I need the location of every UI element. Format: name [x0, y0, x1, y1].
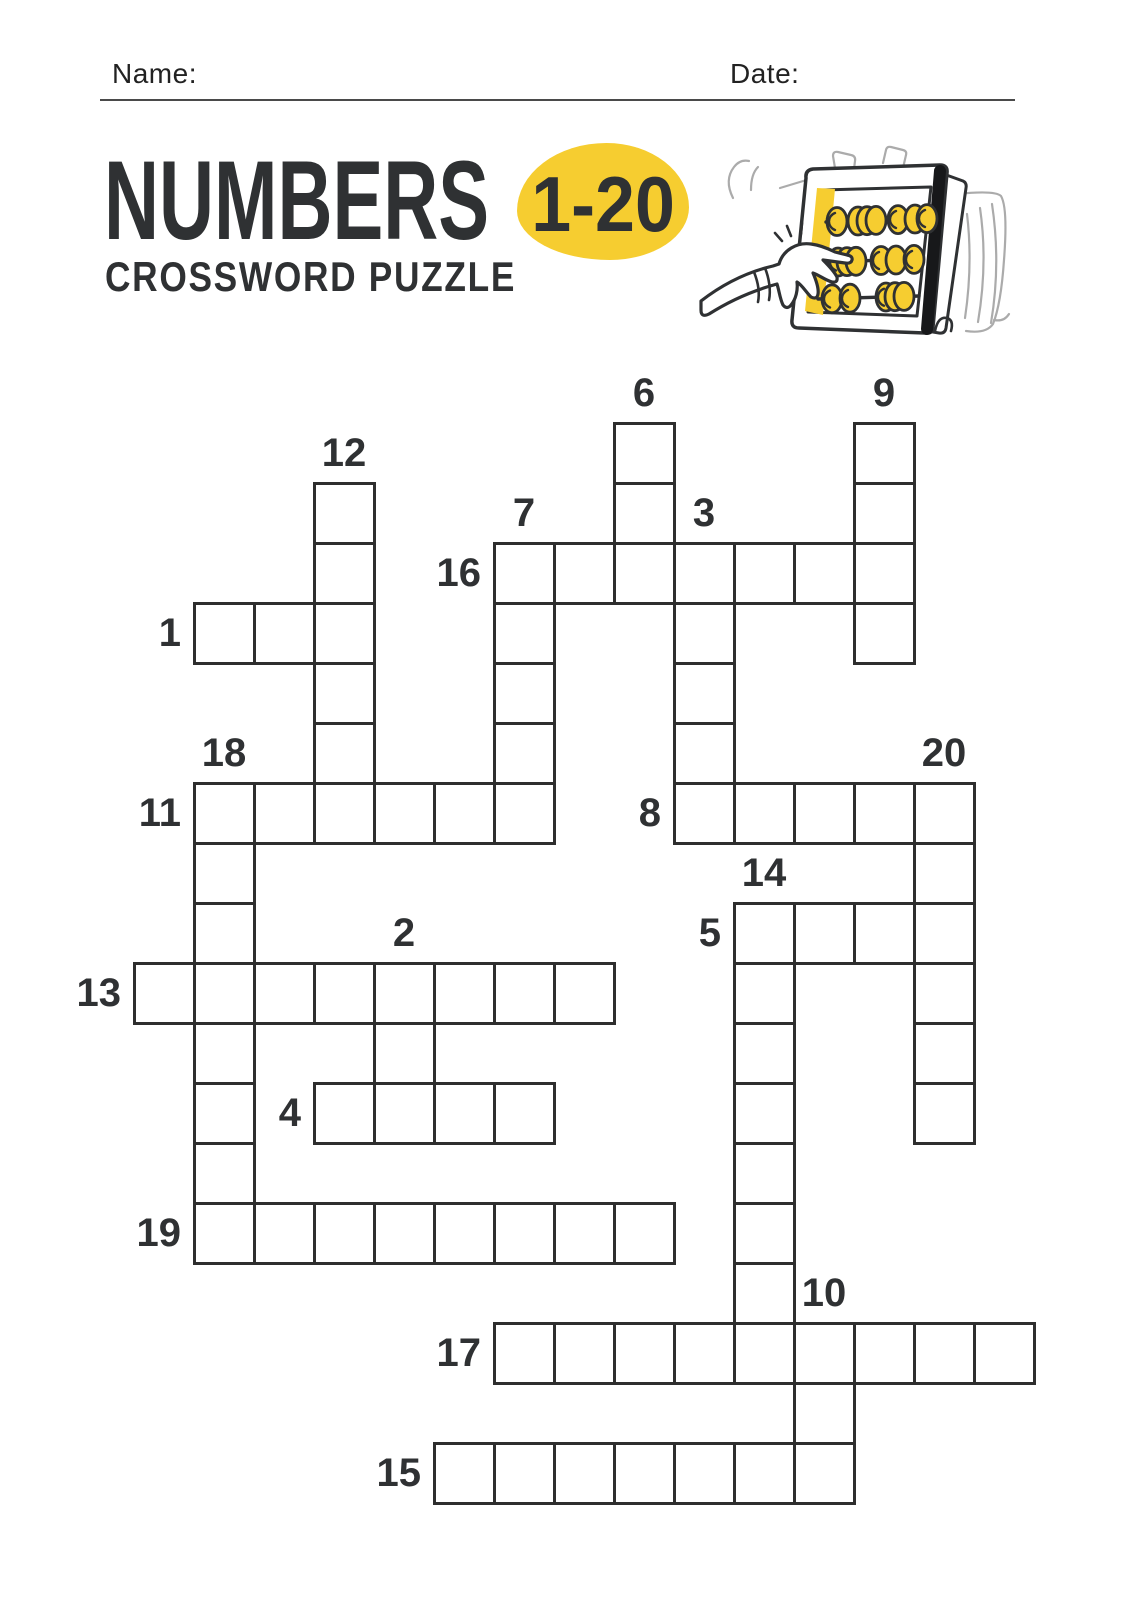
crossword-cell[interactable] [493, 542, 556, 605]
crossword-cell[interactable] [193, 902, 256, 965]
crossword-cell[interactable] [853, 542, 916, 605]
crossword-cell[interactable] [613, 1442, 676, 1505]
crossword-cell[interactable] [373, 962, 436, 1025]
clue-number-6: 6 [632, 371, 656, 415]
crossword-cell[interactable] [733, 902, 796, 965]
crossword-cell[interactable] [253, 1202, 316, 1265]
crossword-cell[interactable] [313, 542, 376, 605]
clue-number-12: 12 [321, 431, 367, 475]
crossword-cell[interactable] [733, 1142, 796, 1205]
crossword-cell[interactable] [553, 1322, 616, 1385]
crossword-cell[interactable] [493, 1082, 556, 1145]
crossword-cell[interactable] [493, 782, 556, 845]
clue-number-9: 9 [872, 371, 896, 415]
crossword-cell[interactable] [433, 782, 496, 845]
crossword-cell[interactable] [793, 1322, 856, 1385]
crossword-cell[interactable] [853, 782, 916, 845]
crossword-cell[interactable] [613, 482, 676, 545]
crossword-cell[interactable] [493, 1322, 556, 1385]
crossword-cell[interactable] [193, 962, 256, 1025]
crossword-cell[interactable] [193, 1142, 256, 1205]
crossword-cell[interactable] [793, 542, 856, 605]
clue-number-10: 10 [801, 1271, 847, 1315]
crossword-cell[interactable] [133, 962, 196, 1025]
crossword-cell[interactable] [973, 1322, 1036, 1385]
crossword-cell[interactable] [793, 1442, 856, 1505]
crossword-cell[interactable] [733, 1322, 796, 1385]
clue-number-11: 11 [138, 791, 181, 835]
crossword-cell[interactable] [793, 902, 856, 965]
crossword-cell[interactable] [733, 782, 796, 845]
crossword-cell[interactable] [733, 542, 796, 605]
clue-number-16: 16 [436, 551, 481, 595]
crossword-cell[interactable] [373, 1202, 436, 1265]
crossword-cell[interactable] [493, 1202, 556, 1265]
crossword-cell[interactable] [433, 1202, 496, 1265]
crossword-cell[interactable] [673, 722, 736, 785]
crossword-cell[interactable] [913, 1322, 976, 1385]
crossword-cell[interactable] [913, 902, 976, 965]
crossword-cell[interactable] [253, 782, 316, 845]
clue-number-2: 2 [392, 911, 416, 955]
crossword-cell[interactable] [733, 1262, 796, 1325]
crossword-cell[interactable] [613, 1322, 676, 1385]
clue-number-19: 19 [136, 1211, 181, 1255]
crossword-cell[interactable] [373, 1082, 436, 1145]
clue-number-5: 5 [698, 911, 721, 955]
crossword-cell[interactable] [673, 782, 736, 845]
crossword-cell[interactable] [373, 1022, 436, 1085]
crossword-cell[interactable] [613, 542, 676, 605]
crossword-cell[interactable] [193, 1202, 256, 1265]
clue-number-20: 20 [921, 731, 967, 775]
crossword-cell[interactable] [673, 1322, 736, 1385]
crossword-cell[interactable] [613, 1202, 676, 1265]
crossword-cell[interactable] [853, 1322, 916, 1385]
page-subtitle: CROSSWORD PUZZLE [105, 253, 517, 300]
clue-number-7: 7 [512, 491, 536, 535]
crossword-cell[interactable] [313, 962, 376, 1025]
crossword-cell[interactable] [613, 422, 676, 485]
crossword-cell[interactable] [673, 542, 736, 605]
crossword-cell[interactable] [853, 482, 916, 545]
crossword-cell[interactable] [733, 962, 796, 1025]
clue-number-18: 18 [201, 731, 247, 775]
crossword-cell[interactable] [493, 1442, 556, 1505]
crossword-cell[interactable] [553, 542, 616, 605]
crossword-cell[interactable] [313, 602, 376, 665]
crossword-cell[interactable] [313, 722, 376, 785]
crossword-cell[interactable] [493, 962, 556, 1025]
crossword-cell[interactable] [493, 662, 556, 725]
crossword-cell[interactable] [553, 962, 616, 1025]
crossword-cell[interactable] [913, 842, 976, 905]
date-label: Date: [730, 58, 800, 89]
crossword-cell[interactable] [493, 722, 556, 785]
crossword-cell[interactable] [673, 1442, 736, 1505]
crossword-cell[interactable] [733, 1082, 796, 1145]
crossword-cell[interactable] [793, 782, 856, 845]
crossword-cell[interactable] [913, 1022, 976, 1085]
crossword-cell[interactable] [313, 662, 376, 725]
clue-number-1: 1 [158, 611, 181, 655]
crossword-cell[interactable] [853, 902, 916, 965]
crossword-cell[interactable] [193, 1022, 256, 1085]
crossword-cell[interactable] [853, 422, 916, 485]
crossword-cell[interactable] [433, 1082, 496, 1145]
clue-number-4: 4 [278, 1091, 301, 1135]
crossword-cell[interactable] [733, 1202, 796, 1265]
range-badge-text: 1-20 [531, 159, 675, 248]
crossword-cell[interactable] [313, 782, 376, 845]
crossword-cell[interactable] [733, 1442, 796, 1505]
crossword-cell[interactable] [433, 962, 496, 1025]
crossword-cell[interactable] [493, 602, 556, 665]
clue-number-14: 14 [741, 851, 787, 895]
page-title: NUMBERS [104, 138, 490, 263]
crossword-cell[interactable] [373, 782, 436, 845]
crossword-cell[interactable] [253, 962, 316, 1025]
clue-number-8: 8 [638, 791, 661, 835]
crossword-cell[interactable] [193, 842, 256, 905]
clue-number-13: 13 [76, 971, 121, 1015]
crossword-cell[interactable] [673, 602, 736, 665]
clue-number-15: 15 [376, 1451, 421, 1495]
crossword-cell[interactable] [733, 1022, 796, 1085]
crossword-cell[interactable] [913, 782, 976, 845]
clue-number-3: 3 [692, 491, 716, 535]
crossword-cell[interactable] [553, 1202, 616, 1265]
crossword-cell[interactable] [673, 662, 736, 725]
crossword-cell[interactable] [853, 602, 916, 665]
crossword-cell[interactable] [313, 482, 376, 545]
crossword-cell[interactable] [553, 1442, 616, 1505]
crossword-cell[interactable] [193, 602, 256, 665]
clue-number-17: 17 [436, 1331, 481, 1375]
name-label: Name: [112, 58, 197, 89]
crossword-cell[interactable] [433, 1442, 496, 1505]
crossword-cell[interactable] [313, 1202, 376, 1265]
crossword-cell[interactable] [913, 962, 976, 1025]
crossword-cell[interactable] [913, 1082, 976, 1145]
crossword-cell[interactable] [793, 1382, 856, 1445]
crossword-cell[interactable] [193, 782, 256, 845]
crossword-cell[interactable] [193, 1082, 256, 1145]
crossword-cell[interactable] [253, 602, 316, 665]
crossword-cell[interactable] [313, 1082, 376, 1145]
